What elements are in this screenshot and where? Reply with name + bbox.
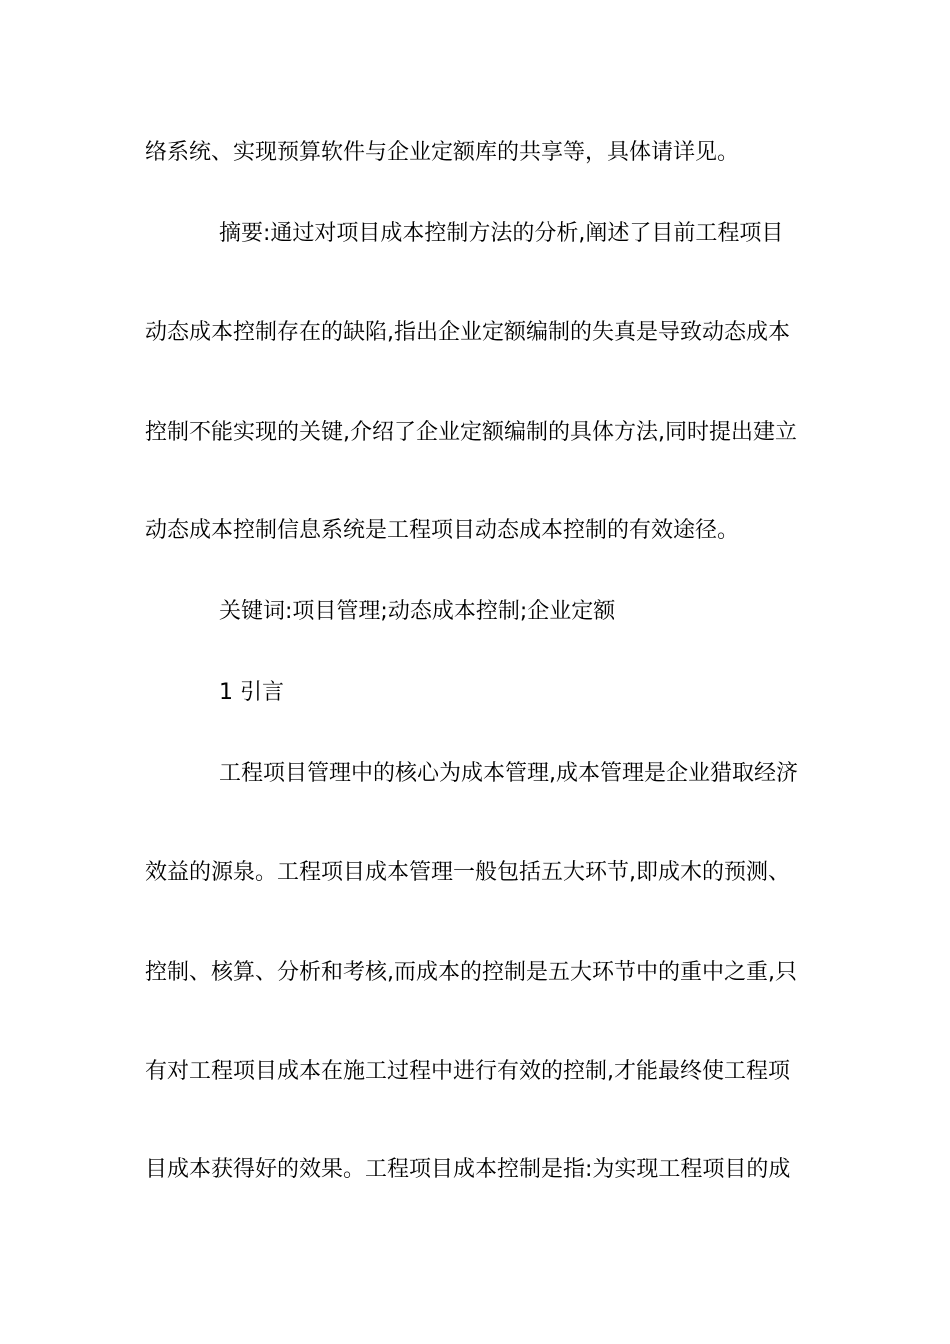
body-line: 控制、核算、分析和考核,而成本的控制是五大环节中的重中之重,只: [145, 960, 797, 985]
body-line: 目成本获得好的效果。工程项目成本控制是指:为实现工程项目的成: [145, 1157, 791, 1182]
abstract-line: 动态成本控制信息系统是工程项目动态成本控制的有效途径。: [145, 518, 740, 543]
keywords-line: 关键词:项目管理;动态成本控制;企业定额: [219, 599, 616, 624]
abstract-line: 摘要:通过对项目成本控制方法的分析,阐述了目前工程项目: [219, 221, 784, 246]
section-heading: 1 引言: [219, 680, 284, 705]
body-line: 工程项目管理中的核心为成本管理,成本管理是企业猎取经济: [219, 761, 798, 786]
body-line: 有对工程项目成本在施工过程中进行有效的控制,才能最终使工程项: [145, 1059, 790, 1084]
abstract-line: 控制不能实现的关键,介绍了企业定额编制的具体方法,同时提出建立: [145, 420, 797, 445]
text-line-continuation: 络系统、实现预算软件与企业定额库的共享等，具体请详见。: [145, 140, 740, 165]
abstract-line: 动态成本控制存在的缺陷,指出企业定额编制的失真是导致动态成本: [145, 320, 790, 345]
body-line: 效益的源泉。工程项目成本管理一般包括五大环节,即成木的预测、: [145, 860, 790, 885]
